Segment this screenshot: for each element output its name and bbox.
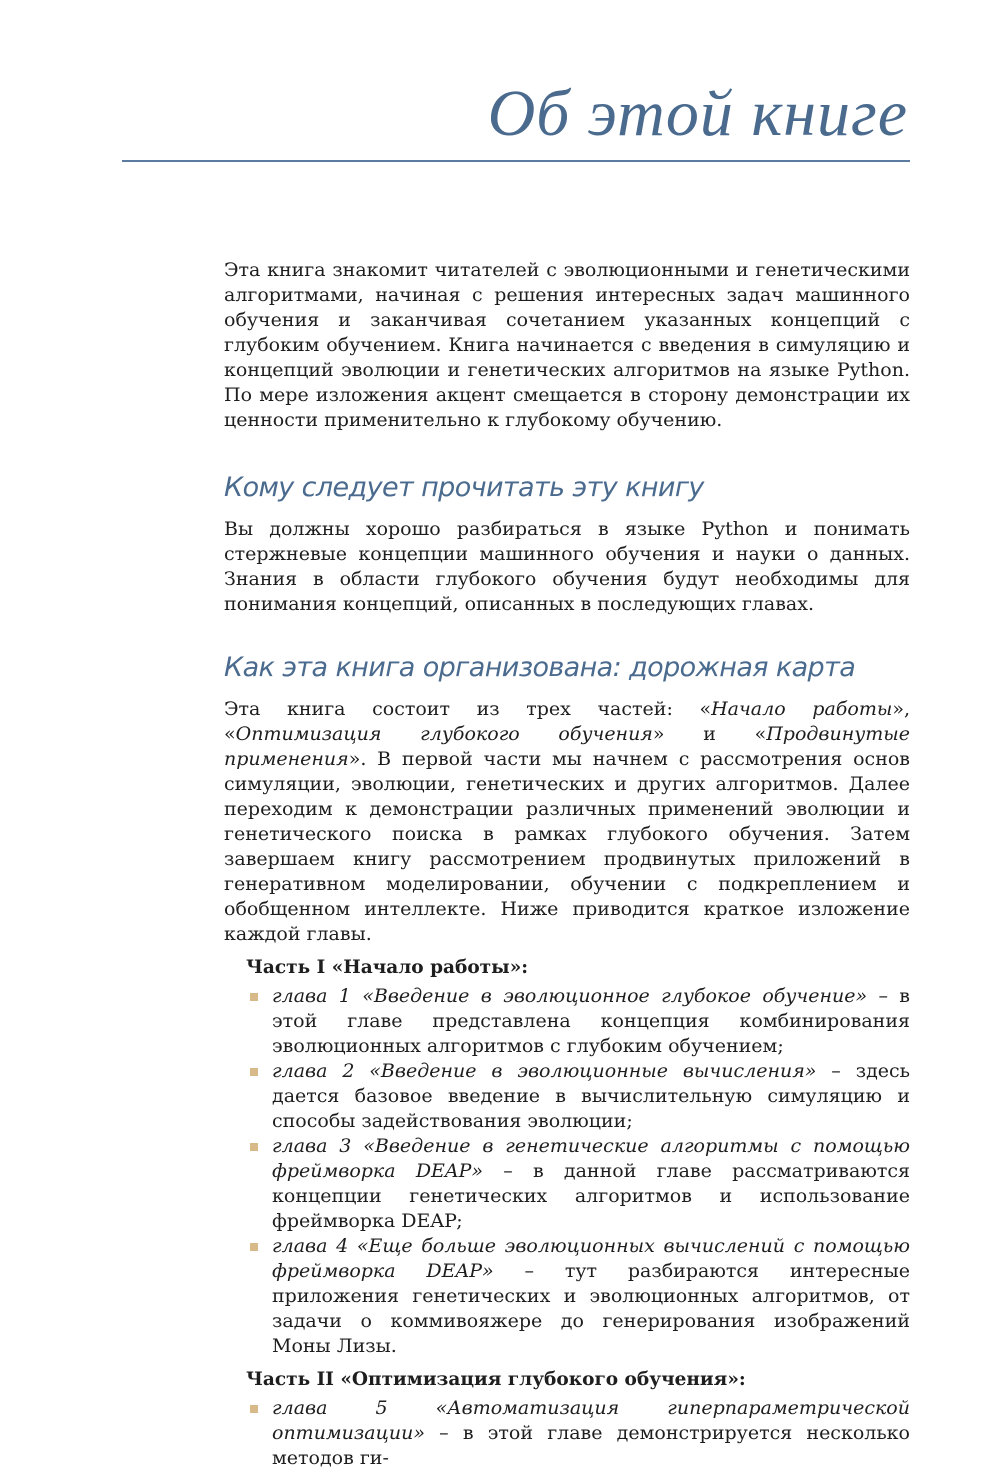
part1-chapter-list — [224, 984, 910, 1359]
part2-chapter-list — [224, 1396, 910, 1471]
list-item — [272, 984, 910, 1059]
chapter-desc: – в данной главе рассматриваются концепции генетических алгоритмов и использование фреймворка DEAP; — [272, 1160, 910, 1232]
chapter-desc: – тут разбираются интересные приложения генетических и эволюционных алгоритмов, от задачи о коммивояжере до генерирования изображений Моны Лизы. — [272, 1260, 910, 1357]
roadmap-paragraph: Эта книга состоит из трех частей: «Начало работы», «Оптимизация глубокого обучения» и «Продвинутые применения». В первой части мы начнем с рассмотрения основ симуляции, эволюции, генетических и других алгоритмов. Далее переходим к демонстрации различных применений эволюции и генетического поиска в рамках глубокого обучения. Затем завершаем книгу рассмотрением продвинутых приложений в генеративном моделировании, обучении с подкреплением и обобщенном интеллекте. Ниже приводится краткое изложение каждой главы. — [224, 698, 910, 945]
list-item — [272, 1134, 910, 1234]
chapter-title: глава 2 «Введение в эволюционные вычисления» — [272, 1060, 817, 1082]
page-title: Об этой книге — [487, 77, 908, 150]
part3-name: Продвинутые применения — [224, 723, 910, 770]
title-rule — [122, 160, 910, 162]
part1-heading: Часть I «Начало работы»: — [246, 957, 529, 978]
list-item — [272, 1234, 910, 1359]
chapter-desc: – в этой главе представлена концепция комбинирования эволюционных алгоритмов с глубоким обучением; — [272, 985, 911, 1057]
main-content — [224, 258, 910, 1471]
audience-paragraph: Вы должны хорошо разбираться в языке Python и понимать стержневые концепции машинного обучения и науки о данных. Знания в области глубокого обучения будут необходимы для понимания концепций, описанных в последующих главах. — [224, 518, 910, 615]
list-item — [272, 1059, 910, 1134]
chapter-title: глава 3 «Введение в генетические алгоритмы с помощью фреймворка DEAP» — [272, 1135, 910, 1182]
section-heading-audience: Кому следует прочитать эту книгу — [224, 472, 704, 503]
intro-paragraph: Эта книга знакомит читателей с эволюционными и генетическими алгоритмами, начиная с решения интересных задач машинного обучения и заканчивая сочетанием указанных концепций с глубоким обучением. Книга начинается с введения в симуляцию и концепций эволюции и генетических алгоритмов на языке Python. По мере изложения акцент смещается в сторону демонстрации их ценности применительно к глубокому обучению. — [224, 259, 910, 431]
chapter-title: глава 5 «Автоматизация гиперпараметрической оптимизации» — [272, 1397, 910, 1444]
chapter-title: глава 4 «Еще больше эволюционных вычислений с помощью фреймворка DEAP» — [272, 1235, 910, 1282]
part2-heading: Часть II «Оптимизация глубокого обучения»: — [246, 1369, 746, 1390]
section-heading-roadmap: Как эта книга организована: дорожная карта — [224, 652, 856, 683]
chapter-title: глава 1 «Введение в эволюционное глубокое обучение» — [272, 985, 868, 1007]
part1-name: Начало работы — [711, 698, 893, 720]
chapter-desc: – здесь дается базовое введение в вычислительную симуляцию и способы задействования эволюции; — [272, 1060, 910, 1132]
chapter-desc: – в этой главе демонстрируется несколько методов ги- — [272, 1422, 910, 1469]
part2-name: Оптимизация глубокого обучения — [235, 723, 653, 745]
list-item — [272, 1396, 910, 1471]
